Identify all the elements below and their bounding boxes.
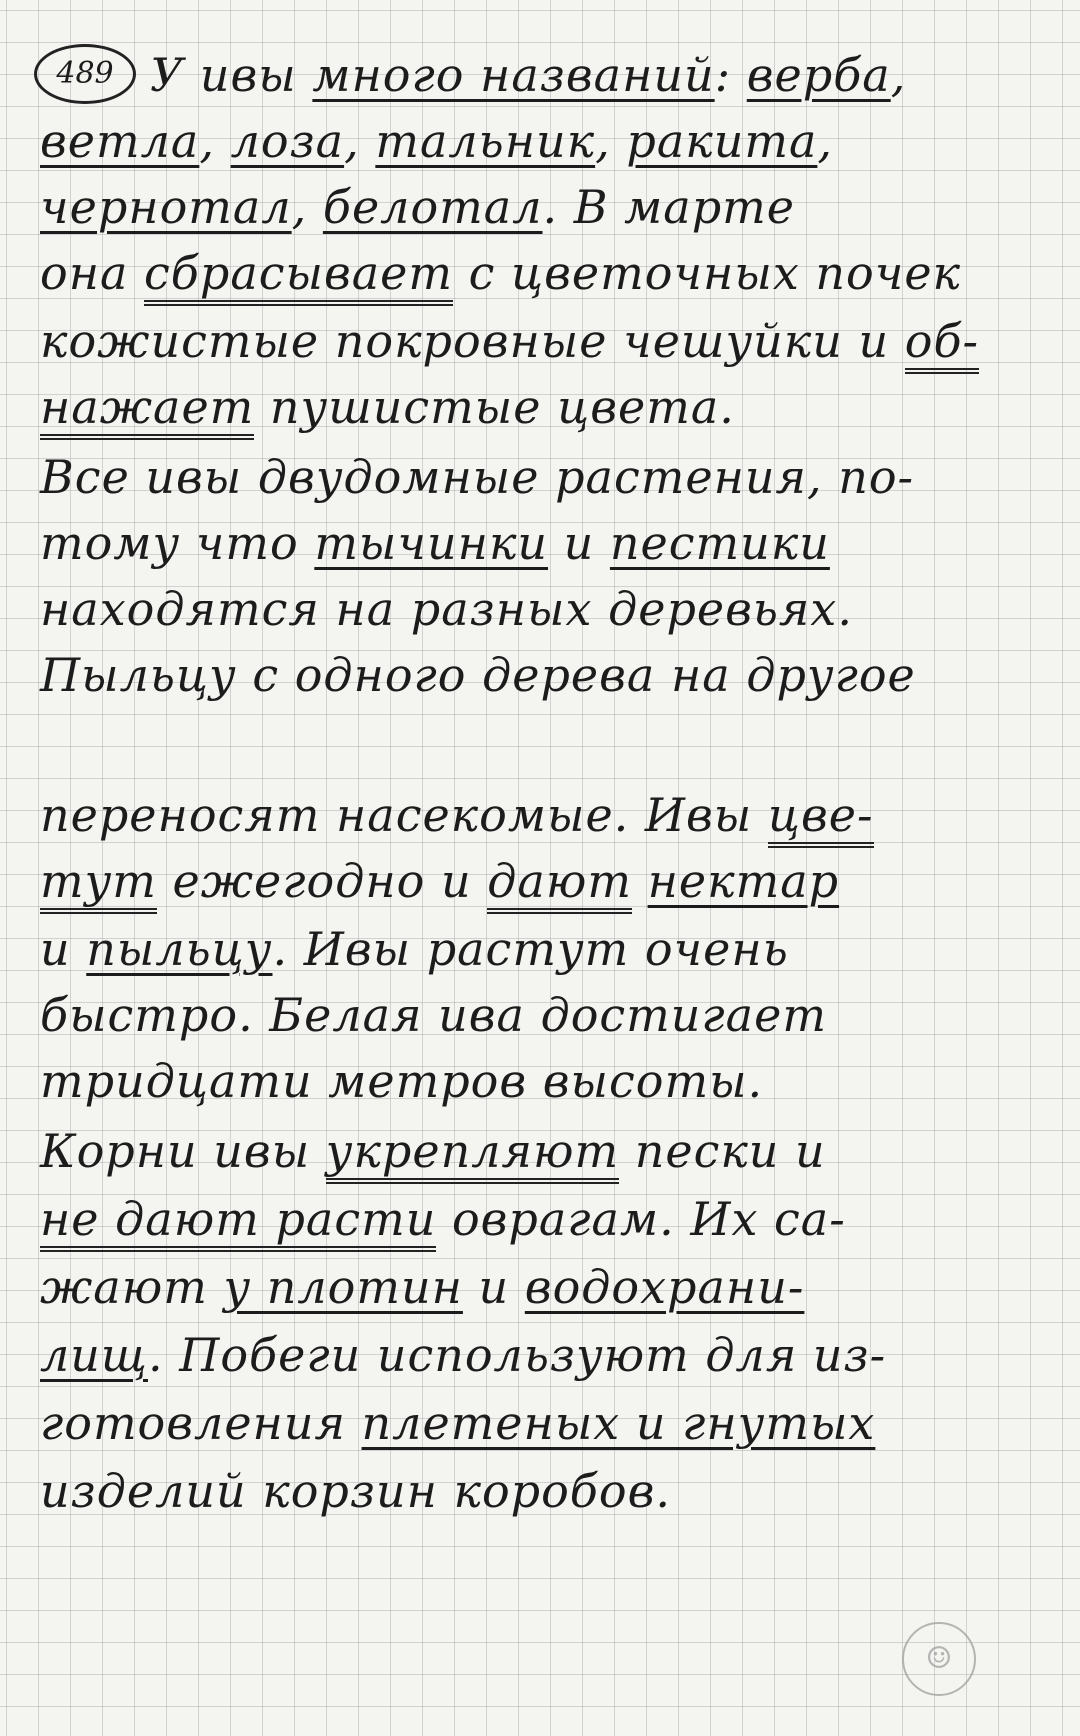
text-segment: переносят насекомые. Ивы xyxy=(40,788,768,842)
text-segment: и xyxy=(462,1260,525,1314)
underlined-predicate: не дают расти xyxy=(40,1192,436,1252)
underlined-word: пыльцу xyxy=(86,922,273,976)
text-segment: : xyxy=(714,48,747,102)
watermark-mascot-icon: ☺ xyxy=(902,1622,976,1696)
underlined-word: тычинки xyxy=(314,516,549,570)
exercise-number: 489 xyxy=(34,44,136,104)
text-line xyxy=(40,1456,970,1536)
underlined-predicate: укрепляют xyxy=(326,1124,619,1184)
text-segment xyxy=(632,854,648,908)
underlined-word: верба xyxy=(746,48,891,102)
underlined-predicate: тут xyxy=(40,854,157,914)
underlined-word: лищ xyxy=(40,1328,148,1382)
text-segment: , xyxy=(344,114,376,168)
text-segment: изделий корзин коробов. xyxy=(40,1464,671,1518)
text-segment: . Побеги используют для из- xyxy=(147,1328,887,1382)
text-segment: ежегодно и xyxy=(156,854,488,908)
text-segment: , xyxy=(291,180,323,234)
text-segment: , xyxy=(199,114,231,168)
underlined-word: тальник xyxy=(375,114,596,168)
underlined-predicate: нажает xyxy=(40,380,254,440)
underlined-word: нектар xyxy=(647,854,840,908)
underlined-predicate: цве- xyxy=(768,788,874,848)
text-segment: она xyxy=(40,246,145,300)
text-segment: тому что xyxy=(40,516,315,570)
underlined-word: ветла xyxy=(40,114,200,168)
text-segment: и xyxy=(40,922,87,976)
text-segment: пушистые цвета. xyxy=(254,380,735,434)
text-segment: пески и xyxy=(619,1124,826,1178)
text-segment: и xyxy=(548,516,610,570)
text-segment: , xyxy=(817,114,834,168)
text-segment: У ивы xyxy=(150,48,313,102)
underlined-word: чернотал xyxy=(40,180,292,234)
text-segment: . В марте xyxy=(542,180,796,234)
text-segment: оврагам. Их са- xyxy=(436,1192,846,1246)
text-segment: Пыльцу с одного дерева на другое xyxy=(40,648,916,702)
underlined-word: пестики xyxy=(609,516,830,570)
underlined-word: у плотин xyxy=(223,1260,463,1314)
text-segment: . Ивы растут очень xyxy=(272,922,789,976)
text-line xyxy=(40,372,970,452)
underlined-predicate: об- xyxy=(905,314,979,374)
text-segment: с цветочных почек xyxy=(453,246,962,300)
text-segment: кожистые покровные чешуйки и xyxy=(40,314,905,368)
text-segment: жают xyxy=(40,1260,224,1314)
underlined-predicate: дают xyxy=(487,854,632,914)
text-line xyxy=(40,1046,970,1126)
text-segment: Все ивы двудомные растения, по- xyxy=(40,450,915,504)
underlined-predicate: сбрасывает xyxy=(144,246,453,306)
underlined-word: плетеных и гнутых xyxy=(361,1396,876,1450)
text-segment: , xyxy=(595,114,627,168)
underlined-word: ракита xyxy=(626,114,818,168)
underlined-word: много названий xyxy=(312,48,715,102)
text-segment: , xyxy=(890,48,907,102)
text-segment: тридцати метров высоты. xyxy=(40,1054,764,1108)
text-segment: готовления xyxy=(40,1396,362,1450)
text-segment: находятся на разных деревьях. xyxy=(40,582,853,636)
text-line xyxy=(40,640,970,720)
underlined-word: белотал xyxy=(322,180,543,234)
underlined-word: водохрани- xyxy=(524,1260,805,1314)
underlined-word: лоза xyxy=(230,114,345,168)
text-segment: Корни ивы xyxy=(40,1124,326,1178)
text-segment: быстро. Белая ива достигает xyxy=(40,988,827,1042)
